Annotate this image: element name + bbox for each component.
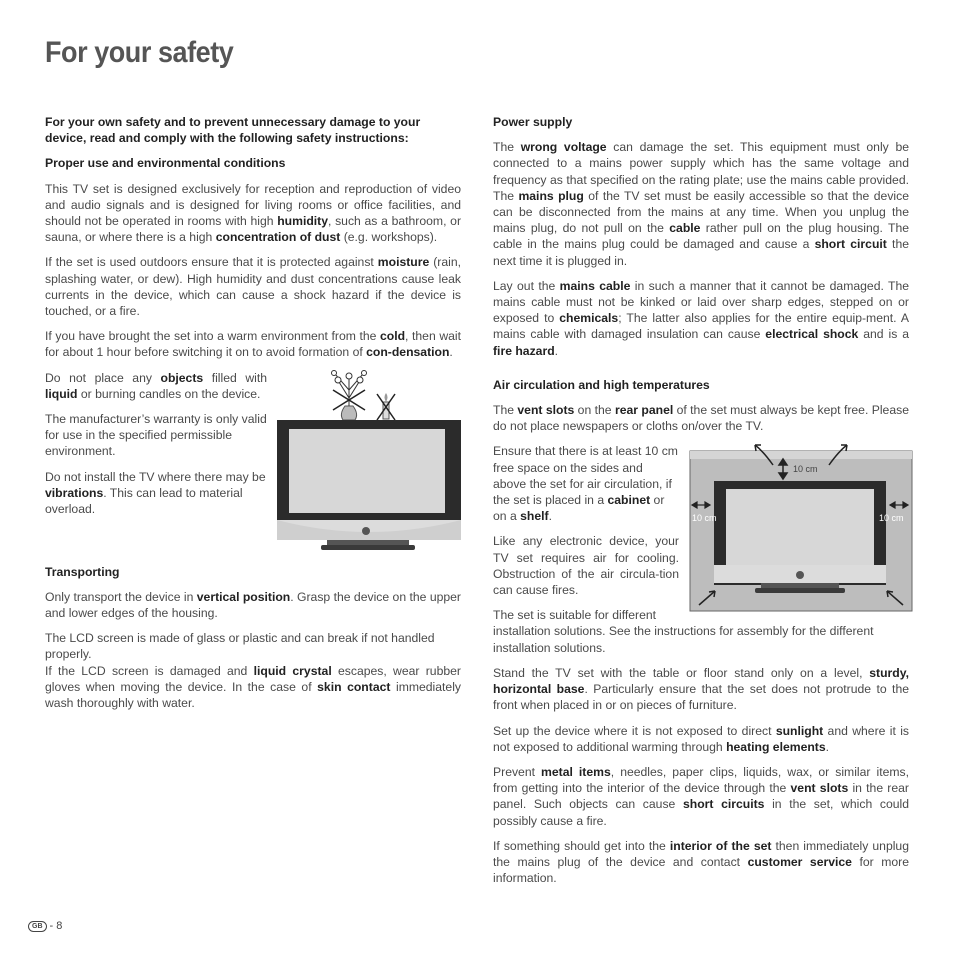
paragraph-lcd-glass: The LCD screen is made of glass or plastic and can break if not handled properly.: [45, 631, 435, 662]
candle-icon: [377, 393, 395, 420]
right-column: [493, 114, 909, 895]
paragraph-warranty: The manufacturer’s warranty is only valid for use in the specified permissible environment.: [45, 412, 267, 459]
label-top-clearance: 10 cm: [793, 464, 818, 475]
paragraph-metal-items: Prevent metal items, needles, paper clips, liquids, wax, or similar items, from getting into the interior of the device through the vent slots in the rear panel. Such objects can cause short circuits in the set, which could possibly cause a fire.: [493, 764, 909, 828]
paragraph-condensation: If you have brought the set into a warm environment from the cold, then wait for about 1 hour before switching it on to avoid formation of con-densation.: [45, 329, 461, 360]
tv-no-objects-illustration: [273, 368, 465, 554]
label-left-clearance: 10 cm: [692, 513, 717, 524]
paragraph-voltage: The wrong voltage can damage the set. This equipment must only be connected to a mains power supply which has the same voltage and frequency as that specified on the rating plate; use the mains cable provided. The mains plug of the TV set must be easily accessible so that the device can be disconnected from the mains at any time. When you unplug the mains plug, do not pull on the cable rather pull on the plug housing. The cable in the mains plug could be damaged and cause a short circuit the next time it is plugged in.: [493, 140, 909, 268]
tv-icon: [277, 420, 461, 550]
page-title: For your safety: [45, 36, 234, 69]
tv-icon: [714, 481, 886, 593]
paragraph-liquid-crystal: If the LCD screen is damaged and liquid crystal escapes, wear rubber gloves when moving the device. In the case of skin contact immediately wash thoroughly with water.: [45, 663, 462, 711]
heading-air-circulation: Air circulation and high temperatures: [493, 377, 710, 392]
paragraph-vent-slots: The vent slots on the rear panel of the set must always be kept free. Please do not place newspapers or cloths on/over the TV.: [493, 403, 909, 434]
left-column: [45, 114, 461, 720]
paragraph-outdoors: If the set is used outdoors ensure that it is protected against moisture (rain, splashing water, or dew). High humidity and dust concentrations cause leak currents in the device, which can cause a shock hazard if the device is touched, or a fire.: [45, 255, 461, 319]
heading-transporting: Transporting: [45, 564, 120, 579]
paragraph-installation: The set is suitable for different installation solutions. See the instructions for assembly for the different installation solutions.: [493, 608, 874, 655]
page-number: - 8: [49, 920, 63, 932]
paragraph-mains-cable: Lay out the mains cable in such a manner that it cannot be damaged. The mains cable must not be kinked or laid over sharp edges, stepped on or exposed to chemicals; The latter also applies for the entire equip-ment. A mains cable with damaged insulation can cause electrical shock and is a fire hazard.: [493, 278, 910, 358]
paragraph-clearance: Ensure that there is at least 10 cm free space on the sides and above the set for air circulation, if the set is placed in a cabinet or on a shelf.: [493, 444, 678, 524]
paragraph-transport: Only transport the device in vertical position. Grasp the device on the upper and lower edges of the housing.: [45, 589, 461, 621]
paragraph-customer-service: If something should get into the interior of the set then immediately unplug the mains plug of the device and contact customer service for more information.: [493, 838, 909, 886]
vase-icon: [332, 370, 367, 420]
tv-clearance-illustration: [689, 441, 913, 613]
page-footer: [28, 920, 62, 932]
paragraph-vibrations: Do not install the TV where there may be vibrations. This can lead to material overload.: [45, 469, 266, 517]
paragraph-cooling: Like any electronic device, your TV set requires air for cooling. Obstruction of the air circula-tion can cause fires.: [493, 534, 679, 598]
intro-text: For your own safety and to prevent unnecessary damage to your device, read and comply with the following safety instructions:: [45, 115, 421, 146]
heading-power-supply: Power supply: [493, 115, 573, 129]
paragraph-usage: This TV set is designed exclusively for reception and reproduction of video and audio signals and is designed for living rooms or office facilities, and should not be operated in rooms with high humidity, such as a bathroom, or sauna, or where there is a high concentration of dust (e.g. workshops).: [45, 181, 462, 245]
paragraph-stand: Stand the TV set with the table or floor stand only on a level, sturdy, horizontal base. Particularly ensure that the set does not protrude to the front when placed in or on pieces of furniture.: [493, 665, 909, 713]
label-right-clearance: 10 cm: [879, 513, 904, 524]
paragraph-liquids: Do not place any objects filled with liquid or burning candles on the device.: [45, 370, 268, 401]
paragraph-sunlight: Set up the device where it is not exposed to direct sunlight and where it is not exposed to additional warming through heating elements.: [493, 723, 909, 754]
heading-proper-use: Proper use and environmental conditions: [45, 156, 286, 171]
country-badge: GB: [28, 921, 47, 932]
